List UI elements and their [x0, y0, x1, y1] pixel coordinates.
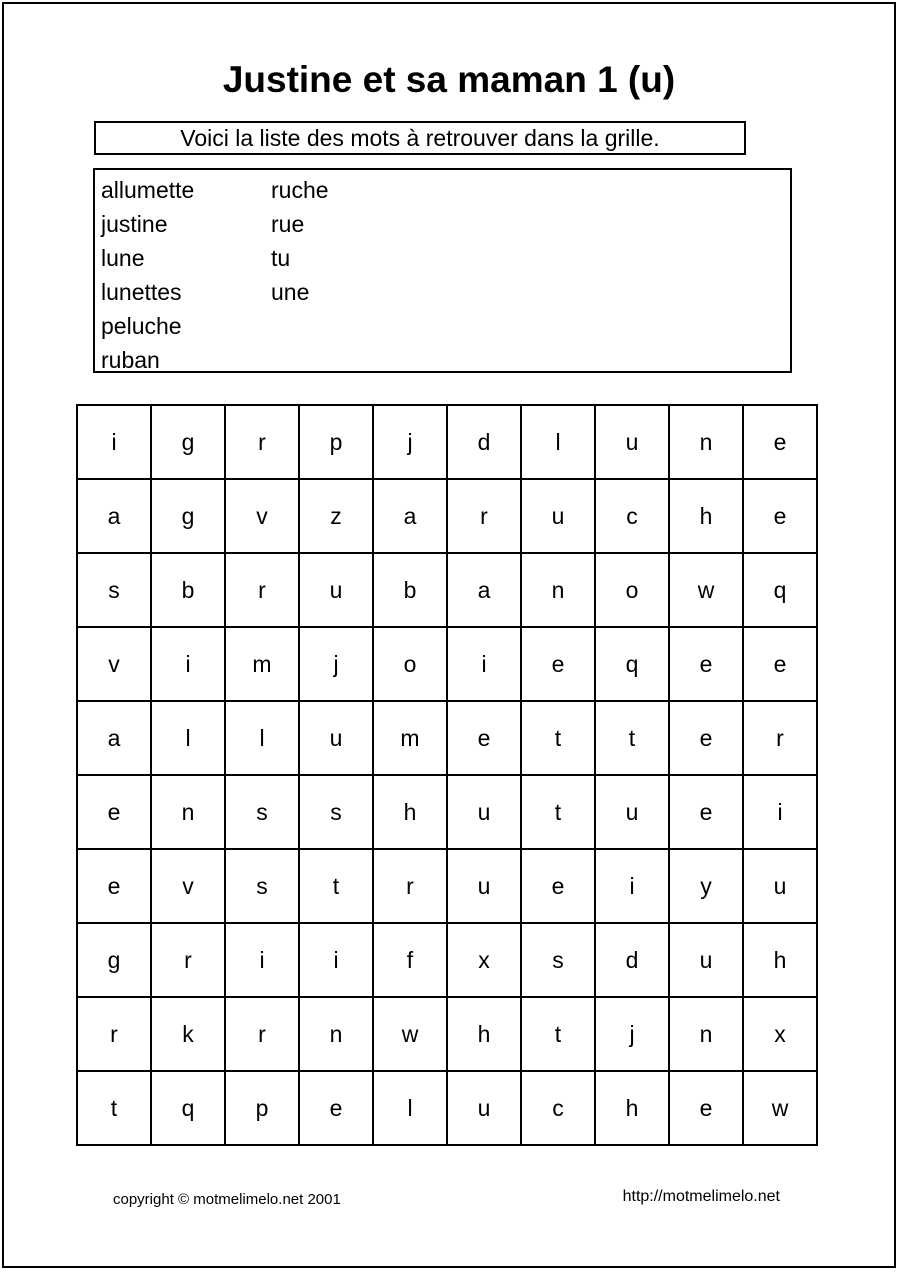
grid-cell: e: [521, 849, 595, 923]
grid-cell: g: [151, 479, 225, 553]
grid-cell: e: [77, 775, 151, 849]
grid-cell: t: [521, 997, 595, 1071]
grid-cell: g: [151, 405, 225, 479]
grid-cell: w: [743, 1071, 817, 1145]
grid-cell: u: [299, 701, 373, 775]
grid-cell: c: [521, 1071, 595, 1145]
copyright-text: copyright © motmelimelo.net 2001: [113, 1191, 341, 1208]
grid-cell: w: [669, 553, 743, 627]
grid-cell: s: [521, 923, 595, 997]
grid-cell: d: [447, 405, 521, 479]
grid-cell: i: [595, 849, 669, 923]
grid-cell: e: [669, 1071, 743, 1145]
grid-cell: t: [595, 701, 669, 775]
grid-cell: o: [373, 627, 447, 701]
grid-cell: i: [225, 923, 299, 997]
grid-cell: w: [373, 997, 447, 1071]
grid-cell: p: [299, 405, 373, 479]
grid-cell: i: [299, 923, 373, 997]
grid-cell: i: [447, 627, 521, 701]
instructions-text: Voici la liste des mots à retrouver dans la grille.: [180, 124, 660, 151]
grid-cell: l: [521, 405, 595, 479]
grid-cell: e: [669, 775, 743, 849]
website-url-text: http://motmelimelo.net: [622, 1188, 780, 1205]
word-list-item: peluche: [101, 313, 182, 339]
grid-cell: m: [225, 627, 299, 701]
grid-cell: e: [743, 627, 817, 701]
word-list-column-2: [271, 173, 329, 309]
grid-cell: j: [299, 627, 373, 701]
word-list-item: justine: [101, 211, 168, 237]
grid-cell: a: [77, 701, 151, 775]
word-list-box: [93, 168, 792, 373]
grid-cell: q: [743, 553, 817, 627]
grid-cell: i: [743, 775, 817, 849]
grid-cell: t: [521, 775, 595, 849]
grid-cell: t: [299, 849, 373, 923]
grid-cell: i: [151, 627, 225, 701]
grid-cell: u: [447, 849, 521, 923]
grid-cell: j: [373, 405, 447, 479]
grid-cell: u: [299, 553, 373, 627]
grid-cell: s: [225, 775, 299, 849]
grid-cell: e: [447, 701, 521, 775]
grid-cell: v: [77, 627, 151, 701]
word-list-item: ruche: [271, 177, 329, 203]
grid-cell: n: [151, 775, 225, 849]
worksheet-page: [2, 2, 896, 1268]
grid-cell: r: [225, 997, 299, 1071]
grid-cell: c: [595, 479, 669, 553]
grid-cell: a: [447, 553, 521, 627]
grid-cell: i: [77, 405, 151, 479]
grid-cell: f: [373, 923, 447, 997]
grid-cell: u: [743, 849, 817, 923]
word-list-item: une: [271, 279, 310, 305]
grid-cell: h: [595, 1071, 669, 1145]
grid-cell: e: [669, 627, 743, 701]
grid-cell: r: [151, 923, 225, 997]
word-list-column-1: [101, 173, 194, 377]
word-list-item: lune: [101, 245, 145, 271]
grid-cell: s: [77, 553, 151, 627]
grid-cell: r: [77, 997, 151, 1071]
grid-cell: b: [373, 553, 447, 627]
word-list-item: allumette: [101, 177, 195, 203]
grid-cell: l: [373, 1071, 447, 1145]
grid-cell: q: [595, 627, 669, 701]
word-list-item: ruban: [101, 347, 160, 373]
grid-cell: l: [225, 701, 299, 775]
grid-cell: u: [447, 775, 521, 849]
grid-cell: y: [669, 849, 743, 923]
grid-cell: x: [743, 997, 817, 1071]
grid-cell: z: [299, 479, 373, 553]
grid-cell: r: [225, 405, 299, 479]
grid-cell: h: [373, 775, 447, 849]
grid-cell: e: [77, 849, 151, 923]
grid-cell: h: [669, 479, 743, 553]
grid-cell: r: [373, 849, 447, 923]
grid-cell: x: [447, 923, 521, 997]
grid-cell: o: [595, 553, 669, 627]
grid-cell: q: [151, 1071, 225, 1145]
grid-cell: t: [77, 1071, 151, 1145]
grid-cell: j: [595, 997, 669, 1071]
page-title: Justine et sa maman 1 (u): [222, 59, 676, 100]
letter-grid: [76, 404, 818, 1146]
grid-cell: v: [151, 849, 225, 923]
word-list-item: rue: [271, 211, 305, 237]
grid-cell: d: [595, 923, 669, 997]
word-list-item: tu: [271, 245, 291, 271]
grid-cell: e: [669, 701, 743, 775]
grid-cell: b: [151, 553, 225, 627]
grid-cell: m: [373, 701, 447, 775]
grid-cell: v: [225, 479, 299, 553]
grid-cell: a: [373, 479, 447, 553]
grid-cell: r: [447, 479, 521, 553]
grid-cell: n: [521, 553, 595, 627]
grid-cell: h: [743, 923, 817, 997]
grid-cell: h: [447, 997, 521, 1071]
grid-cell: t: [521, 701, 595, 775]
grid-cell: u: [595, 405, 669, 479]
grid-cell: l: [151, 701, 225, 775]
grid-cell: e: [299, 1071, 373, 1145]
grid-cell: s: [225, 849, 299, 923]
grid-cell: r: [225, 553, 299, 627]
grid-cell: e: [521, 627, 595, 701]
grid-cell: u: [447, 1071, 521, 1145]
grid-cell: e: [743, 405, 817, 479]
grid-cell: g: [77, 923, 151, 997]
grid-cell: u: [595, 775, 669, 849]
grid-cell: n: [669, 405, 743, 479]
instructions-box: [94, 121, 746, 155]
grid-cell: n: [669, 997, 743, 1071]
grid-cell: p: [225, 1071, 299, 1145]
grid-cell: r: [743, 701, 817, 775]
grid-cell: k: [151, 997, 225, 1071]
grid-cell: a: [77, 479, 151, 553]
grid-cell: s: [299, 775, 373, 849]
grid-cell: u: [521, 479, 595, 553]
grid-cell: n: [299, 997, 373, 1071]
grid-cell: u: [669, 923, 743, 997]
word-list-item: lunettes: [101, 279, 182, 305]
grid-cell: e: [743, 479, 817, 553]
